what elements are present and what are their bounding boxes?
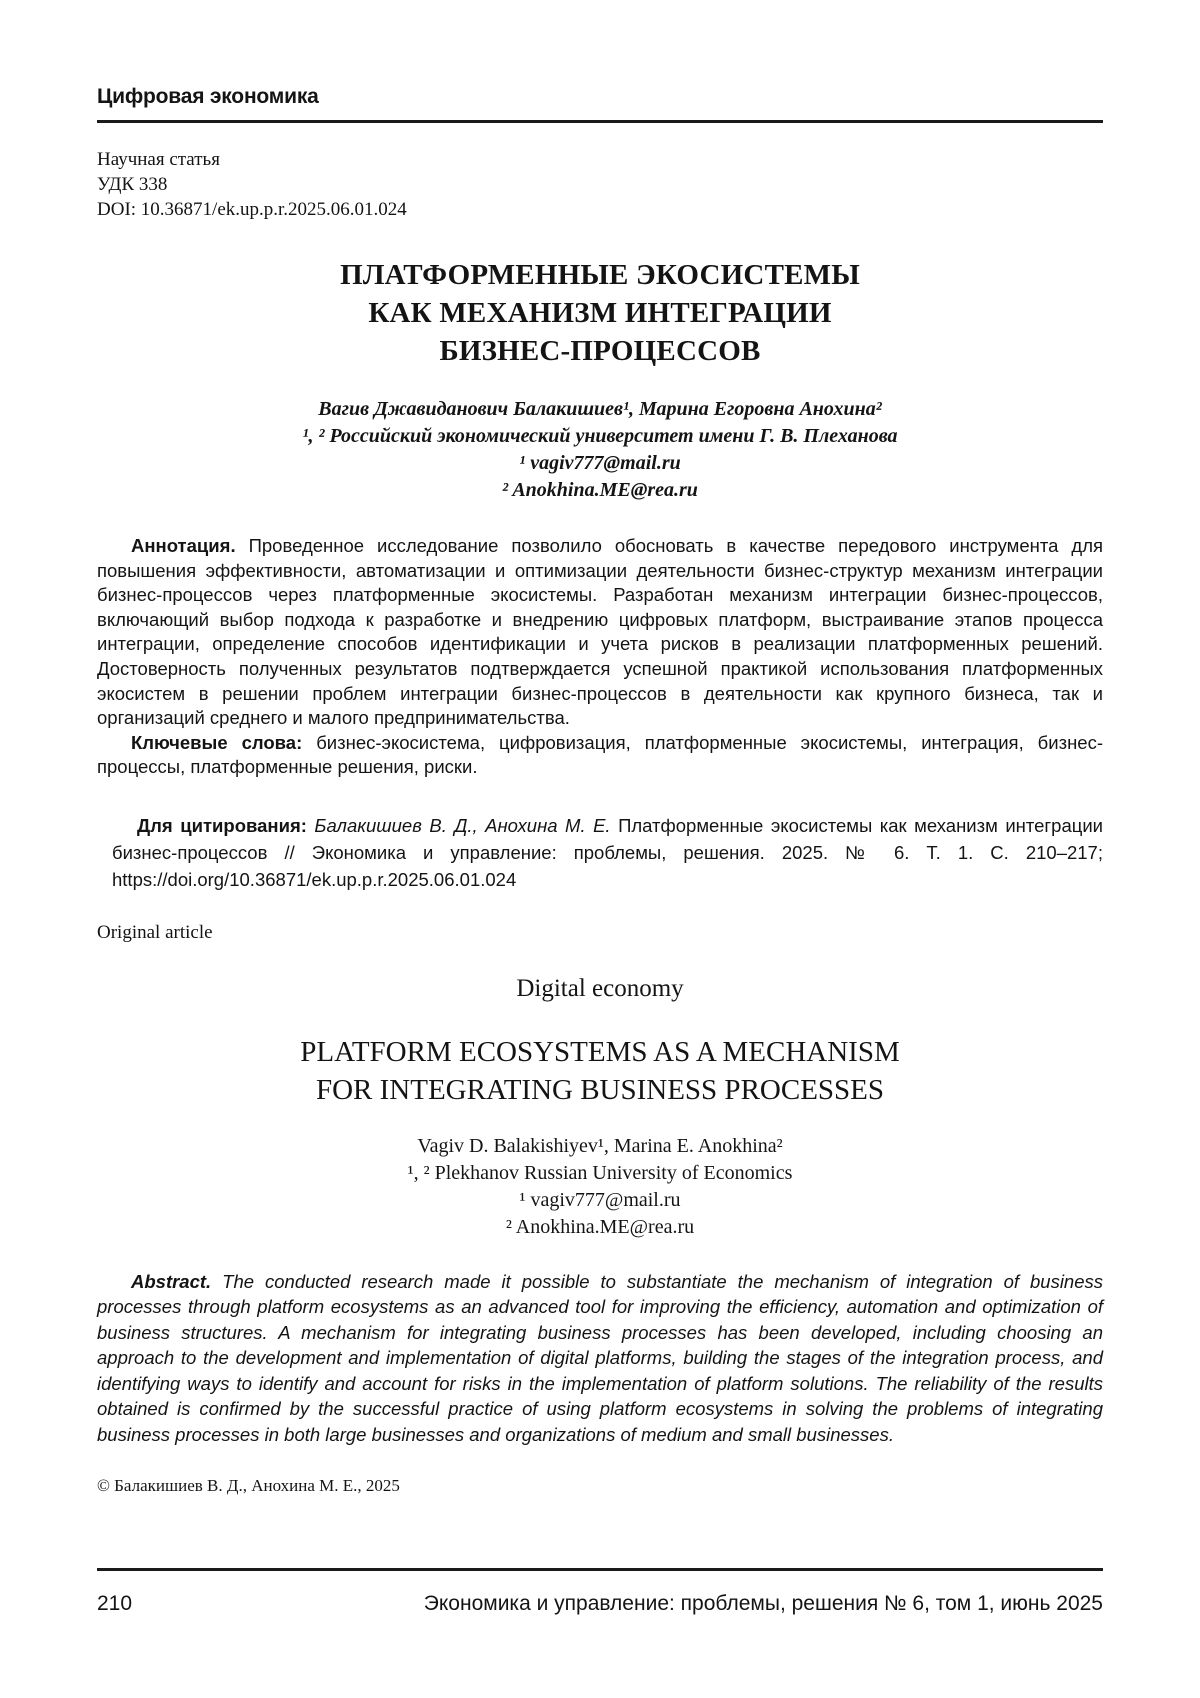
doi-line: DOI: 10.36871/ek.up.p.r.2025.06.01.024: [97, 199, 407, 220]
keywords-ru: [97, 731, 1103, 780]
author-names-en: Vagiv D. Balakishiyev¹, Marina E. Anokhina²: [417, 1134, 783, 1157]
author-email-2-ru: ² Anokhina.ME@rea.ru: [502, 479, 698, 501]
citation-block: [112, 812, 1103, 893]
citation-authors: Балакишиев В. Д., Анохина М. Е.: [314, 814, 611, 836]
authors-block-ru: [97, 396, 1103, 504]
udk-number: УДК 338: [97, 174, 168, 195]
author-names-ru: Вагив Джавиданович Балакишиев¹, Марина Егоровна Анохина²: [318, 398, 882, 420]
page-number: 210: [97, 1592, 133, 1615]
header-rule: [97, 120, 1103, 123]
abstract-en-text: The conducted research made it possible to substantiate the mechanism of integration of business processes through platform ecosystems as an advanced tool for improving the efficiency, automation and optimization of business structures. A mechanism for integrating business processes has been developed, including choosing an approach to the development and implementation of digital platforms, building the stages of the integration process, and identifying ways to identify and account for risks in the implementation of platform solutions. The reliability of the results obtained is confirmed by the successful practice of using platform ecosystems in solving the problems of integrating business processes in both large businesses and organizations of medium and small businesses.: [97, 1270, 1104, 1445]
abstract-ru-label: Аннотация.: [131, 535, 236, 556]
page-footer: [97, 1568, 1103, 1617]
article-title-ru: ПЛАТФОРМЕННЫЕ ЭКОСИСТЕМЫ КАК МЕХАНИЗМ ИНТЕГРАЦИИ БИЗНЕС-ПРОЦЕССОВ: [340, 259, 860, 367]
section-heading-ru: Цифровая экономика: [97, 85, 319, 108]
citation-text: Платформенные экосистемы как механизм интеграции бизнес-процессов // Экономика и управление: проблемы, решения. 2025. № 6. Т. 1. С. 210–217; https://doi.org/10.36871/ek.up.p.r.2025.06.01.024: [112, 814, 1104, 890]
author-email-1-en: ¹ vagiv777@mail.ru: [519, 1188, 681, 1211]
authors-block-en: [97, 1133, 1103, 1241]
article-title-en: PLATFORM ECOSYSTEMS AS A MECHANISM FOR INTEGRATING BUSINESS PROCESSES: [300, 1035, 900, 1106]
author-email-1-ru: ¹ vagiv777@mail.ru: [519, 452, 681, 474]
article-type: Научная статья: [97, 149, 220, 170]
copyright-line: © Балакишиев В. Д., Анохина М. Е., 2025: [97, 1476, 400, 1496]
abstract-en: [97, 1269, 1103, 1448]
affiliation-ru: ¹, ² Российский экономический университет имени Г. В. Плеханова: [302, 425, 898, 447]
keywords-ru-text: бизнес-экосистема, цифровизация, платформенные экосистемы, интеграция, бизнес-процессы, платформенные решения, риски.: [97, 731, 1103, 778]
author-email-2-en: ² Anokhina.ME@rea.ru: [505, 1215, 695, 1238]
section-heading-en: Digital economy: [516, 974, 684, 1002]
page-content: [0, 85, 1200, 1497]
citation-label: Для цитирования:: [137, 814, 307, 836]
journal-line: Экономика и управление: проблемы, решения № 6, том 1, июнь 2025: [423, 1592, 1103, 1615]
footer-row: [97, 1591, 1103, 1617]
abstract-en-label: Abstract.: [131, 1270, 212, 1292]
article-meta: [97, 147, 1103, 222]
original-article-label: Original article: [97, 921, 213, 943]
abstract-ru: [97, 534, 1103, 731]
abstract-ru-text: Проведенное исследование позволило обосновать в качестве передового инструмента для повышения эффективности, автоматизации и оптимизации деятельности бизнес-структур механизм интеграции бизнес-процессов через платформенные экосистемы. Разработан механизм интеграции бизнес-процессов, включающий выбор подхода к разработке и внедрению цифровых платформ, выстраивание этапов процесса интеграции, определение способов идентификации и учета рисков в реализации платформенных решений. Достоверность полученных результатов подтверждается успешной практикой использования платформенных экосистем в решении проблем интеграции бизнес-процессов в деятельности как крупного бизнеса, так и организаций среднего и малого предпринимательства.: [97, 535, 1104, 729]
affiliation-en: ¹, ² Plekhanov Russian University of Economics: [407, 1161, 793, 1184]
keywords-ru-label: Ключевые слова:: [131, 731, 303, 753]
footer-rule: [97, 1568, 1103, 1571]
